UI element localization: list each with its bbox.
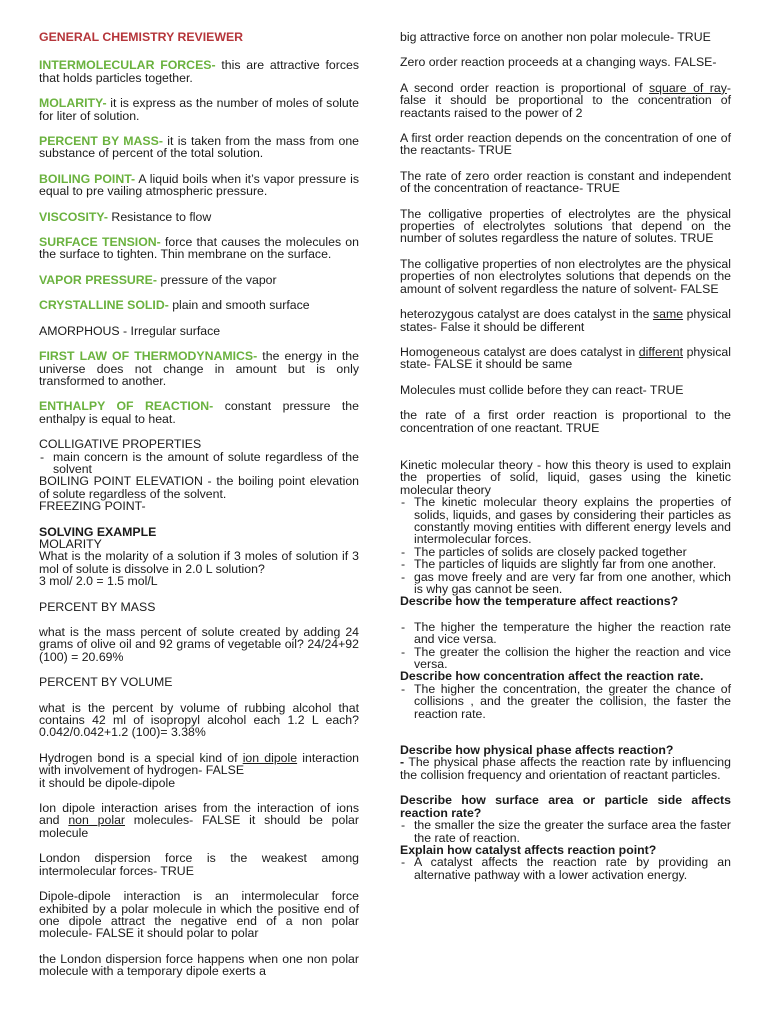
underlined-text: ion dipole <box>242 750 298 765</box>
percent-by-mass-label: PERCENT BY MASS <box>39 599 156 614</box>
definition-percent-by-mass <box>39 135 359 160</box>
question-temperature: Describe how the temperature affect reactions? <box>400 594 679 609</box>
colligative-non-electrolytes-statement: The colligative properties of non electrolytes are the physical properties of non electrolytes solutions that depends on the amount of solvent regardless the nature of solvent- FALSE <box>400 256 731 296</box>
definition-molarity <box>39 97 359 122</box>
list-item: - the smaller the size the greater the surface area the faster the rate of reaction. <box>400 819 731 844</box>
term: BOILING POINT- <box>39 171 136 186</box>
definition-text: Resistance to flow <box>108 209 212 224</box>
percent-by-volume-question: what is the percent by volume of rubbing alcohol that contains 42 ml of isopropyl alcohol each 1.2 L each? 0.042/0.042+1.2 (100)= 3.38% <box>39 700 359 740</box>
percent-by-volume-label: PERCENT BY VOLUME <box>39 675 173 690</box>
definition-text: force that causes the molecules on the surface to tighten. Thin membrane on the surface. <box>39 235 359 262</box>
definition-intermolecular-forces <box>39 59 359 84</box>
continued-statement: big attractive force on another non polar molecule- TRUE <box>400 30 711 44</box>
definition-surface-tension <box>39 236 359 261</box>
ion-dipole-statement <box>39 802 359 839</box>
list-item: - gas move freely and are very far from one another, which is why gas cannot be seen. <box>400 571 731 596</box>
definition-text: pressure of the vapor <box>156 272 277 287</box>
question-concentration: Describe how concentration affect the reaction rate. <box>400 669 704 684</box>
kinetic-theory-intro: Kinetic molecular theory - how this theory is used to explain the properties of solid, liquid, gases using the kinetic molecular theory <box>400 457 731 497</box>
boiling-point-elevation: BOILING POINT ELEVATION - the boiling point elevation of solute regardless of the solvent. <box>39 474 359 501</box>
underlined-text: different <box>638 344 683 359</box>
heterogeneous-catalyst-statement <box>400 308 731 333</box>
collision-statement: Molecules must collide before they can react- TRUE <box>400 382 684 397</box>
definition-text: this are attractive forces that holds particles together. <box>39 58 360 85</box>
statement-text: physical states- False it should be different <box>400 307 731 334</box>
statement-text: molecules- FALSE it should be polar molecule <box>39 813 359 840</box>
list-item: - The kinetic molecular theory explains the properties of solids, liquids, and gases by considering their particles as constantly moving entities with different energy levels and intermolecular forces. <box>400 496 731 546</box>
statement-text: interaction with involvement of hydrogen- FALSE <box>39 750 359 778</box>
solving-example-heading: SOLVING EXAMPLE <box>39 524 157 539</box>
definition-text: the energy in the universe does not change in amount but is only transformed to another. <box>39 349 359 388</box>
answer-text: The physical phase affects the reaction rate by influencing the collision frequency and orientation of reactant particles. <box>400 755 731 782</box>
hydrogen-bond-statement <box>39 752 359 789</box>
list-item: - The greater the collision the higher the reaction and vice versa. <box>400 646 731 671</box>
percent-by-mass-question: what is the mass percent of solute created by adding 24 grams of olive oil and 92 grams of vegetable oil? 24/24+92 (100) = 20.69% <box>39 625 359 664</box>
freezing-point: FREEZING POINT- <box>39 499 146 514</box>
statement-text: A second order reaction is proportional of <box>400 80 650 95</box>
first-order-rate-statement: the rate of a first order reaction is proportional to the concentration of one reactant. TRUE <box>400 408 731 435</box>
list-item: - main concern is the amount of solute regardless of the solvent <box>39 451 359 476</box>
question-catalyst: Explain how catalyst affects reaction point? <box>400 842 657 857</box>
statement-text: - false it should be proportional to the concentration of reactants raised to the power of 2 <box>400 80 732 120</box>
definition-enthalpy <box>39 400 359 425</box>
term: FIRST LAW OF THERMODYNAMICS- <box>39 349 258 364</box>
second-order-statement <box>400 82 731 119</box>
term: PERCENT BY MASS- <box>39 134 163 149</box>
surface-area-answer-list <box>400 819 731 844</box>
spacer <box>400 720 731 744</box>
definition-amorphous: AMORPHOUS - Irregular surface <box>39 323 221 338</box>
physical-phase-answer <box>400 756 731 781</box>
right-column <box>400 31 731 881</box>
statement-text: physical state- FALSE it should be same <box>400 344 731 372</box>
term: ENTHALPY OF REACTION- <box>39 399 214 414</box>
zero-order-rate-statement: The rate of zero order reaction is constant and independent of the concentration of reactance- TRUE <box>400 168 731 196</box>
term: VAPOR PRESSURE- <box>39 272 157 287</box>
question-surface-area: Describe how surface area or particle side affects reaction rate? <box>400 793 731 820</box>
term: SURFACE TENSION- <box>39 235 161 250</box>
definition-text: it is taken from the mass from one substance of percent of the total solution. <box>39 134 359 161</box>
kinetic-theory-list <box>400 496 731 595</box>
definition-boiling-point <box>39 173 359 198</box>
question-physical-phase: Describe how physical phase affects reaction? <box>400 743 674 758</box>
statement-text: Homogeneous catalyst are does catalyst in <box>400 344 639 359</box>
definition-text: it is express as the number of moles of solute for liter of solution. <box>39 96 359 123</box>
left-column <box>39 31 359 991</box>
list-item: - The particles of liquids are slightly far from one another. <box>400 558 731 570</box>
dipole-dipole-statement: Dipole-dipole interaction is an intermolecular force exhibited by a polar molecule in which the positive end of one dipole attract the negative end of a non polar molecule- FALSE it should polar to polar <box>39 889 359 941</box>
underlined-text: non polar <box>68 813 125 828</box>
list-item: - A catalyst affects the reaction rate by providing an alternative pathway with a lower activation energy. <box>400 856 731 881</box>
molarity-answer: 3 mol/ 2.0 = 1.5 mol/L <box>39 574 158 589</box>
document-title: GENERAL CHEMISTRY REVIEWER <box>39 30 244 44</box>
london-dispersion-statement-2: the London dispersion force happens when one non polar molecule with a temporary dipole exerts a <box>39 951 359 979</box>
concentration-answer-list <box>400 683 731 720</box>
definition-text: plain and smooth surface <box>168 298 310 313</box>
definition-viscosity <box>39 211 359 223</box>
london-dispersion-statement: London dispersion force is the weakest among intermolecular forces- TRUE <box>39 851 359 878</box>
definition-crystalline-solid <box>39 299 359 311</box>
list-item: - The higher the temperature the higher the reaction rate and vice versa. <box>400 621 731 646</box>
term: MOLARITY- <box>39 96 107 111</box>
list-item: - The particles of solids are closely packed together <box>400 546 731 558</box>
definition-vapor-pressure <box>39 274 359 286</box>
colligative-heading: COLLIGATIVE PROPERTIES <box>39 437 202 452</box>
homogeneous-catalyst-statement <box>400 346 731 371</box>
definition-text: constant pressure the enthalpy is equal to heat. <box>39 399 359 426</box>
term: CRYSTALLINE SOLID- <box>39 298 169 313</box>
term: VISCOSITY- <box>39 209 109 224</box>
underlined-text: square of ray <box>649 80 727 95</box>
molarity-question: What is the molarity of a solution if 3 moles of solution if 3 mol of solute is dissolve in 2.0 L solution? <box>39 549 359 576</box>
underlined-text: same <box>652 307 684 322</box>
zero-order-statement: Zero order reaction proceeds at a changing ways. FALSE- <box>400 55 717 70</box>
statement-text: Hydrogen bond is a special kind of <box>39 750 243 765</box>
definition-text: A liquid boils when it’s vapor pressure is equal to pre vailing atmospheric pressure. <box>39 171 359 199</box>
dash-marker: - <box>400 755 409 770</box>
term: INTERMOLECULAR FORCES- <box>39 58 216 73</box>
definition-first-law <box>39 350 359 387</box>
list-item: - The higher the concentration, the greater the chance of collisions , and the greater the collision, the faster the reaction rate. <box>400 683 731 720</box>
statement-correction: it should be dipole-dipole <box>39 775 176 790</box>
colligative-electrolytes-statement: The colligative properties of electrolytes are the physical properties of electrolytes solutions that depend on the number of solutes regardless the nature of solutes. TRUE <box>400 206 731 246</box>
catalyst-answer-list <box>400 856 731 881</box>
temperature-answer-list <box>400 621 731 671</box>
statement-text: Ion dipole interaction arises from the interaction of ions and <box>39 801 359 828</box>
first-order-statement: A first order reaction depends on the concentration of one of the reactants- TRUE <box>400 131 731 158</box>
molarity-label: MOLARITY <box>39 536 102 551</box>
colligative-list <box>39 451 359 476</box>
statement-text: heterozygous catalyst are does catalyst in the <box>400 307 653 322</box>
